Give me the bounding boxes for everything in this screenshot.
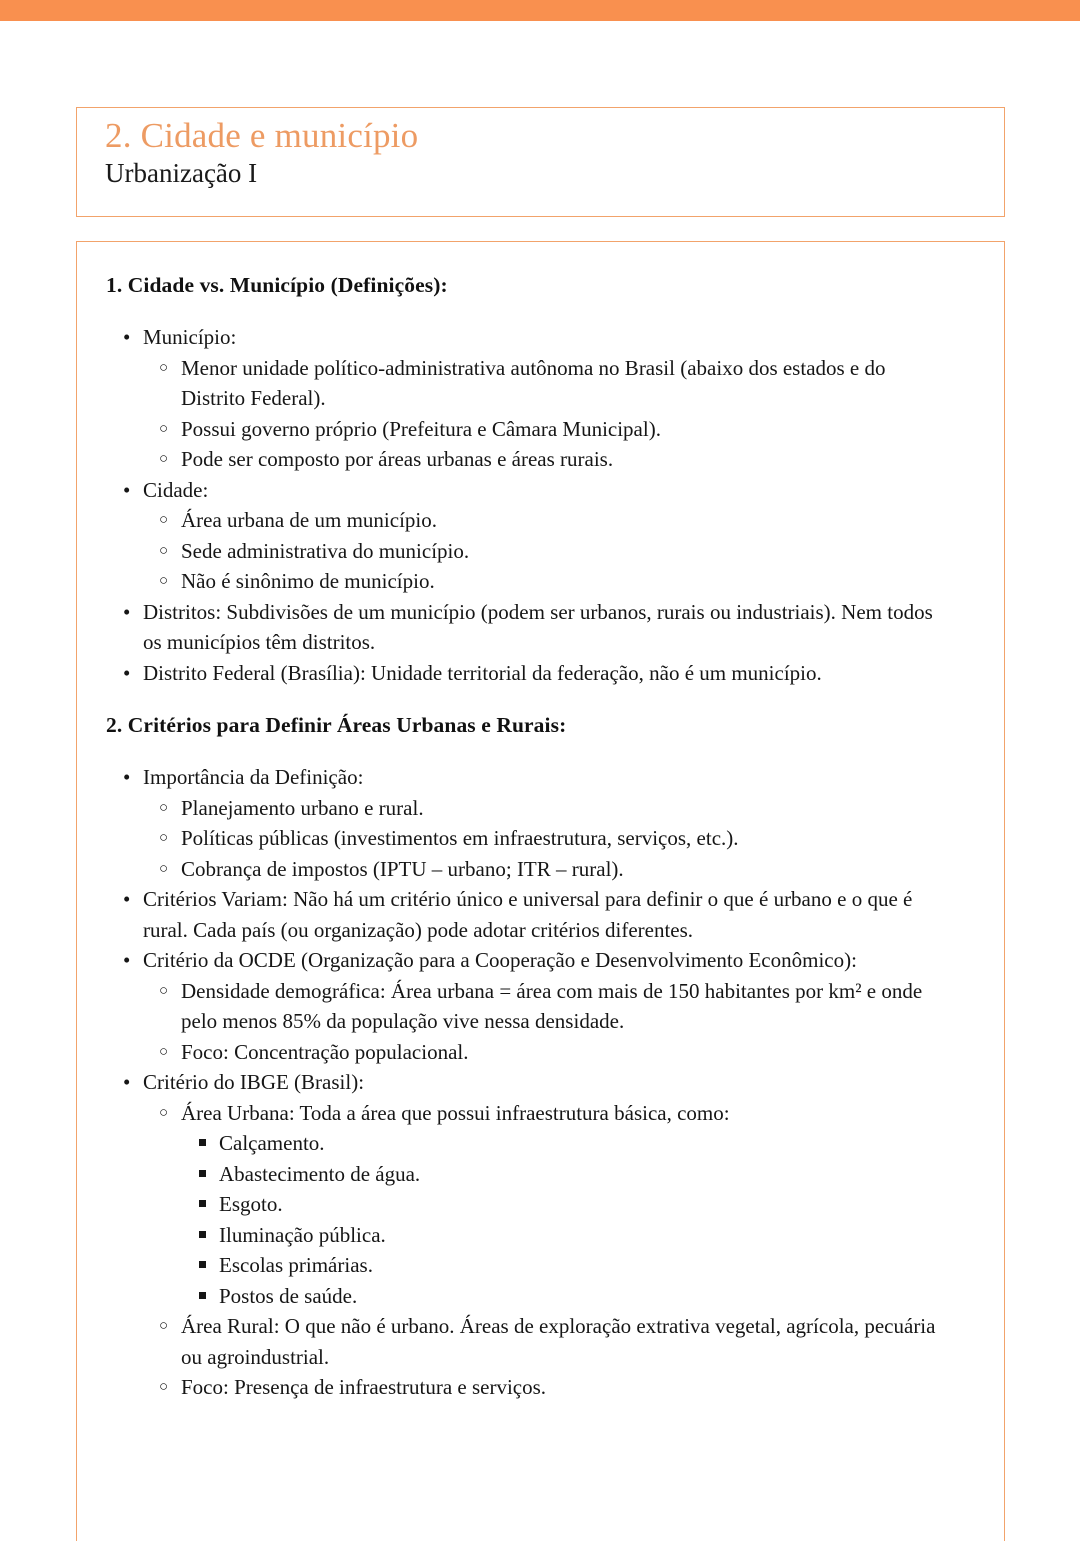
page-subtitle: Urbanização I [105,158,258,188]
list-item [106,884,951,945]
list-item [143,1311,951,1372]
list-item [143,536,951,567]
list-item-text: Foco: Presença de infraestrutura e serviços. [181,1375,547,1399]
list-item [106,762,951,884]
list-item-text: Distritos: Subdivisões de um município (podem ser urbanos, rurais ou industriais). Nem todos os municípios têm distritos. [143,599,933,654]
bullet-marker-level-2-icon: ○ [159,542,169,559]
list-item [106,322,951,475]
list-item-text: Pode ser composto por áreas urbanas e áreas rurais. [181,447,614,471]
list-item-text: Possui governo próprio (Prefeitura e Câmara Municipal). [181,416,661,441]
list-item-text: Menor unidade político-administrativa autônoma no Brasil (abaixo dos estados e do Distrito Federal). [181,355,886,410]
bullet-marker-level-1-icon: • [123,477,131,502]
bullet-marker-level-3-icon [199,1139,206,1146]
bullet-marker-level-1-icon: • [123,887,131,911]
bullet-marker-level-1-icon: • [123,660,131,685]
bullet-marker-level-2-icon: ○ [159,512,169,528]
bullet-marker-level-2-icon: ○ [159,1318,169,1334]
list-item-text: Importância da Definição: [143,765,364,789]
bullet-marker-level-3-icon [199,1200,206,1207]
list-item-text: Abastecimento de água. [219,1161,421,1186]
bullet-marker-level-1-icon: • [123,948,131,972]
list-item [106,1067,951,1403]
list-item-text: Foco: Concentração populacional. [181,1039,469,1064]
list-item-text: Município: [143,325,237,349]
bullet-marker-level-2-icon: ○ [159,982,169,999]
list-item [106,945,951,1067]
list-item-text: Calçamento. [219,1131,325,1155]
section-heading: 1. Cidade vs. Município (Definições): [106,273,448,297]
bullet-marker-level-2-icon: ○ [159,860,169,877]
bullet-marker-level-1-icon: • [123,599,131,624]
list-item-text: Políticas públicas (investimentos em infraestrutura, serviços, etc.). [181,826,739,850]
list-item [181,1128,951,1159]
list-item [143,976,951,1037]
list-item [143,1037,951,1068]
list-item-text: Escolas primárias. [219,1253,373,1277]
bullet-marker-level-2-icon: ○ [159,420,169,437]
list-item [143,505,951,536]
list-item [143,854,951,885]
notes-content [106,270,951,1403]
list-item-text: Postos de saúde. [219,1283,358,1308]
list-item [181,1189,951,1220]
bullet-list-level-2 [143,976,951,1068]
list-item-text: Área Rural: O que não é urbano. Áreas de exploração extrativa vegetal, agrícola, pecuária ou agroindustrial. [181,1314,936,1369]
list-item [143,823,951,854]
list-item-text: Área urbana de um município. [181,508,437,532]
list-item-text: Iluminação pública. [219,1222,386,1247]
list-item-text: Cidade: [143,477,209,502]
bullet-marker-level-1-icon: • [123,765,131,789]
list-item [181,1159,951,1190]
bullet-list-level-3 [181,1128,951,1311]
list-item [181,1281,951,1312]
list-item [143,1372,951,1403]
bullet-marker-level-2-icon: ○ [159,799,169,816]
list-item [106,475,951,597]
list-item [106,597,951,658]
list-item-text: Não é sinônimo de município. [181,569,435,593]
list-item [106,658,951,689]
list-item [143,566,951,597]
bullet-marker-level-1-icon: • [123,325,131,349]
section-body-list [106,762,951,1403]
list-item-text: Esgoto. [219,1192,283,1216]
list-item-text: Distrito Federal (Brasília): Unidade territorial da federação, não é um município. [143,660,822,685]
bullet-marker-level-3-icon [199,1231,206,1238]
bullet-marker-level-2-icon: ○ [159,830,169,846]
bullet-marker-level-2-icon: ○ [159,1043,169,1060]
document-page [0,21,1080,1528]
title-box [76,107,1005,217]
list-item [143,793,951,824]
bullet-marker-level-2-icon: ○ [159,573,169,589]
bullet-marker-level-3-icon [199,1261,206,1268]
list-item-text: Cobrança de impostos (IPTU – urbano; ITR – rural). [181,856,624,881]
content-box [76,241,1005,1541]
list-item [143,1098,951,1312]
bullet-marker-level-1-icon: • [123,1070,131,1094]
bullet-marker-level-2-icon: ○ [159,451,169,467]
list-item-text: Área Urbana: Toda a área que possui infraestrutura básica, como: [181,1100,730,1125]
list-item-text: Densidade demográfica: Área urbana = área com mais de 150 habitantes por km² e onde pelo menos 85% da população vive nessa densidade. [181,978,923,1033]
list-item [143,353,951,414]
bullet-marker-level-2-icon: ○ [159,1379,169,1395]
bullet-marker-level-3-icon [199,1170,206,1177]
bullet-marker-level-3-icon [199,1292,206,1299]
list-item [181,1220,951,1251]
section-body-list [106,322,951,688]
bullet-list-level-2 [143,505,951,597]
bullet-list-level-2 [143,1098,951,1403]
section-heading: 2. Critérios para Definir Áreas Urbanas e Rurais: [106,713,567,737]
bullet-list-level-2 [143,353,951,475]
list-item [143,444,951,475]
bullet-marker-level-2-icon: ○ [159,359,169,376]
bullet-marker-level-2-icon: ○ [159,1104,169,1121]
page-title: 2. Cidade e município [105,116,419,155]
accent-top-bar [0,0,1080,21]
list-item-text: Sede administrativa do município. [181,538,470,563]
list-item [143,414,951,445]
bullet-list-level-2 [143,793,951,885]
list-item [181,1250,951,1281]
list-item-text: Critério da OCDE (Organização para a Cooperação e Desenvolvimento Econômico): [143,948,857,972]
list-item-text: Critério do IBGE (Brasil): [143,1070,365,1094]
list-item-text: Critérios Variam: Não há um critério único e universal para definir o que é urbano e o que é rural. Cada país (ou organização) pode adotar critérios diferentes. [143,887,913,942]
list-item-text: Planejamento urbano e rural. [181,795,424,820]
